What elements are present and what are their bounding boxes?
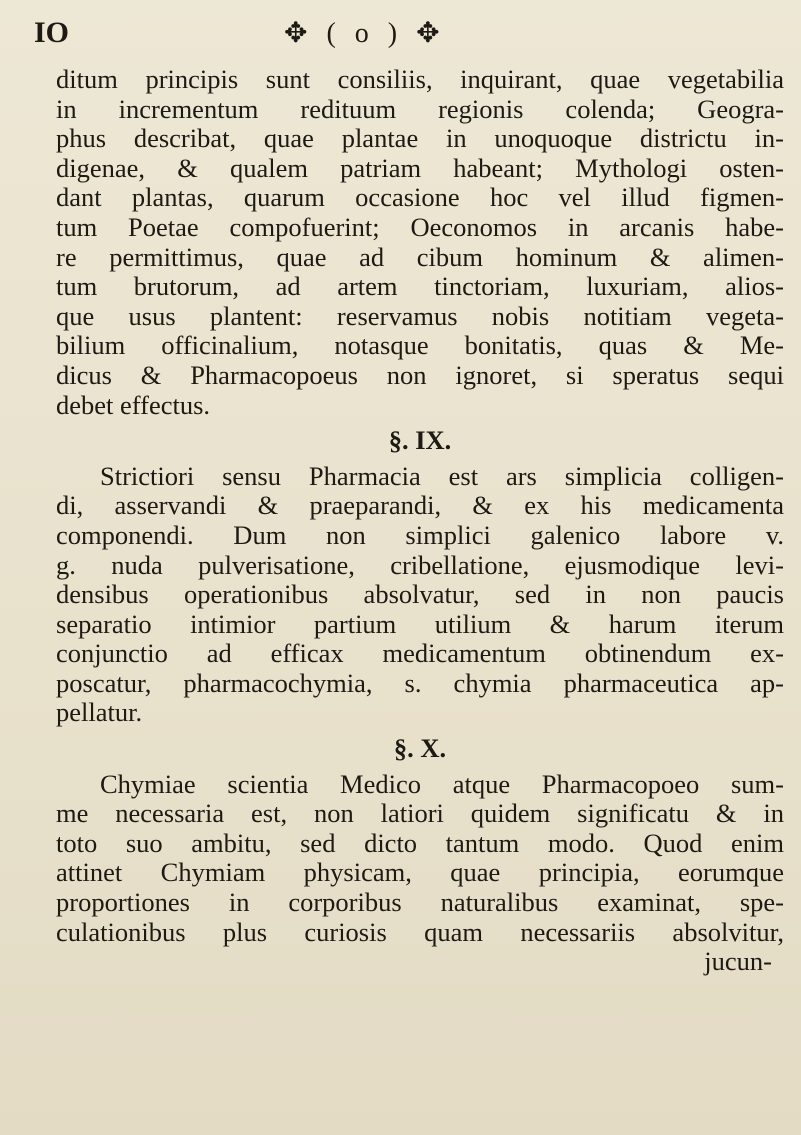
section-heading: §. IX.: [388, 426, 452, 456]
text-line: tum brutorum, ad artem tinctoriam, luxuriam, alios-: [56, 272, 784, 302]
text-line: que usus plantent: reservamus nobis notitiam vegeta-: [56, 301, 784, 331]
text-line: me necessaria est, non latiori quidem significatu & in: [56, 799, 784, 829]
text-body: [56, 65, 784, 977]
catchword: jucun-: [704, 947, 772, 977]
text-line: bilium officinalium, notasque bonitatis, quas & Me-: [56, 331, 784, 361]
text-line: toto suo ambitu, sed dicto tantum modo. Quod enim: [56, 828, 784, 858]
text-line: culationibus plus curiosis quam necessariis absolvitur,: [56, 917, 784, 947]
text-line: ditum principis sunt consiliis, inquirant, quae vegetabilia: [56, 65, 784, 94]
text-line: conjunctio ad efficax medicamentum obtinendum ex-: [56, 639, 784, 669]
page-header: [34, 14, 761, 54]
text-line: digenae, & qualem patriam habeant; Mythologi osten-: [56, 153, 784, 183]
text-line: dicus & Pharmacopoeus non ignoret, si speratus sequi: [56, 360, 784, 390]
text-line: in incrementum redituum regionis colenda; Geogra-: [56, 94, 784, 124]
section-heading: §. X.: [393, 734, 447, 764]
text-line: Strictiori sensu Pharmacia est ars simplicia colligen-: [100, 461, 784, 491]
text-line: proportiones in corporibus naturalibus examinat, spe-: [56, 888, 784, 918]
text-line: pellatur.: [56, 698, 143, 728]
text-line: g. nuda pulverisatione, cribellatione, ejusmodique levi-: [56, 550, 784, 580]
text-line: densibus operationibus absolvatur, sed in non paucis: [56, 580, 784, 610]
text-line: debet effectus.: [56, 390, 211, 420]
text-line: separatio intimior partium utilium & harum iterum: [56, 609, 784, 639]
text-line: dant plantas, quarum occasione hoc vel illud figmen-: [56, 183, 784, 213]
text-line: tum Poetae compofuerint; Oeconomos in arcanis habe-: [56, 212, 784, 242]
text-line: Chymiae scientia Medico atque Pharmacopoeo sum-: [100, 769, 784, 799]
text-line: di, asservandi & praeparandi, & ex his medicamenta: [56, 491, 784, 521]
text-line: phus describat, quae plantae in unoquoque districtu in-: [56, 124, 784, 154]
text-line: attinet Chymiam physicam, quae principia, eorumque: [56, 858, 784, 888]
text-line: componendi. Dum non simplici galenico labore v.: [56, 520, 784, 550]
text-line: re permittimus, quae ad cibum hominum & alimen-: [56, 242, 784, 272]
header-ornament: ✥ ( o ) ✥: [284, 18, 446, 49]
text-line: poscatur, pharmacochymia, s. chymia pharmaceutica ap-: [56, 668, 784, 698]
page-number: IO: [34, 16, 70, 49]
